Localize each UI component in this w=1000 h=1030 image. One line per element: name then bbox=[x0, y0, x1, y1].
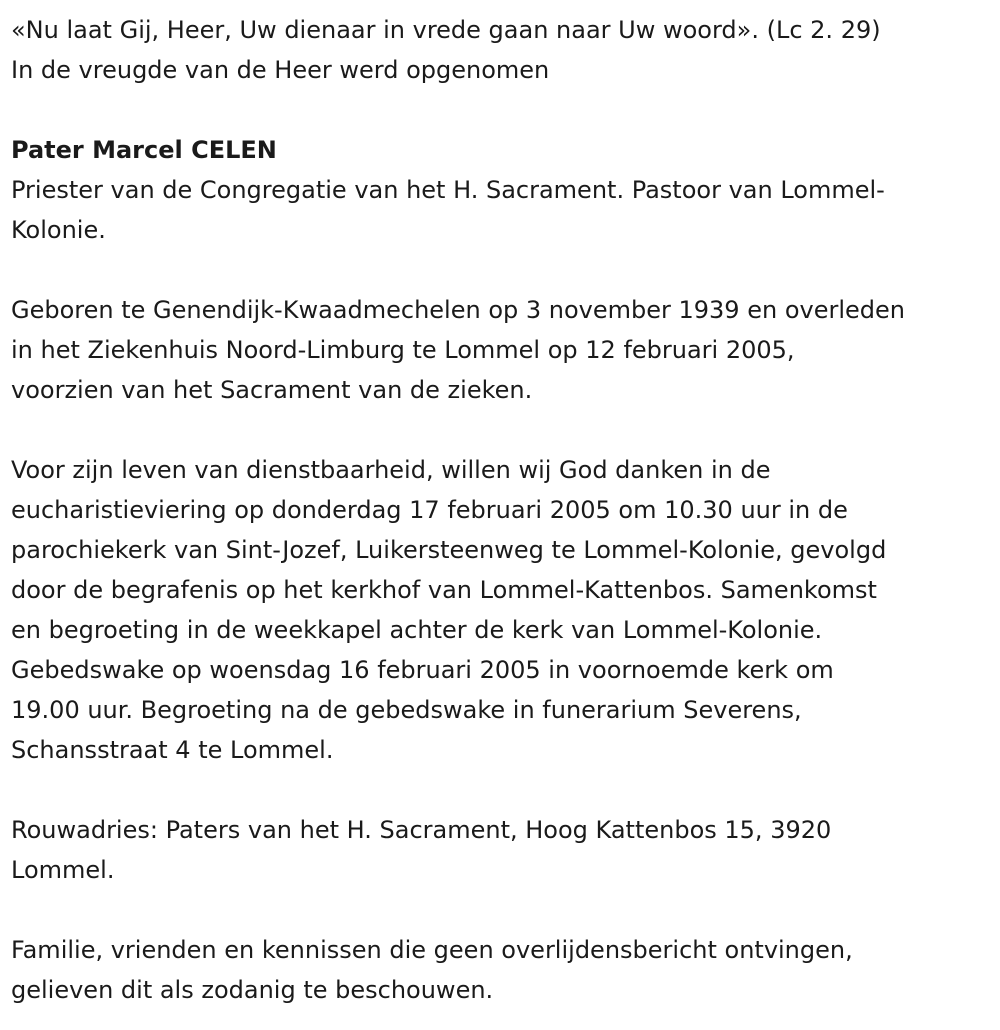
spacer bbox=[11, 770, 996, 810]
service-line: Voor zijn leven van dienstbaarheid, willen wij God danken in de bbox=[11, 456, 771, 484]
intro-line: In de vreugde van de Heer werd opgenomen bbox=[11, 56, 550, 84]
spacer bbox=[11, 90, 996, 130]
service-paragraph bbox=[11, 450, 996, 770]
service-line: parochiekerk van Sint-Jozef, Luikersteenweg te Lommel-Kolonie, gevolgd bbox=[11, 536, 887, 564]
birth-death-paragraph bbox=[11, 290, 996, 410]
closing-line: gelieven dit als zodanig te beschouwen. bbox=[11, 976, 494, 1004]
spacer bbox=[11, 890, 996, 930]
spacer bbox=[11, 250, 996, 290]
role-line: Priester van de Congregatie van het H. Sacrament. Pastoor van Lommel- bbox=[11, 176, 885, 204]
address-line: Lommel. bbox=[11, 856, 115, 884]
birth-death-line: voorzien van het Sacrament van de zieken. bbox=[11, 376, 533, 404]
role-paragraph bbox=[11, 170, 996, 250]
service-line: eucharistieviering op donderdag 17 februari 2005 om 10.30 uur in de bbox=[11, 496, 848, 524]
deceased-name: Pater Marcel CELEN bbox=[11, 136, 277, 164]
address-line: Rouwadries: Paters van het H. Sacrament, Hoog Kattenbos 15, 3920 bbox=[11, 816, 832, 844]
service-line: door de begrafenis op het kerkhof van Lommel-Kattenbos. Samenkomst bbox=[11, 576, 877, 604]
service-line: 19.00 uur. Begroeting na de gebedswake in funerarium Severens, bbox=[11, 696, 802, 724]
service-line: Schansstraat 4 te Lommel. bbox=[11, 736, 334, 764]
address-paragraph bbox=[11, 810, 996, 890]
spacer bbox=[11, 410, 996, 450]
bible-quote: «Nu laat Gij, Heer, Uw dienaar in vrede gaan naar Uw woord». (Lc 2. 29) bbox=[11, 16, 881, 44]
role-line: Kolonie. bbox=[11, 216, 106, 244]
closing-line: Familie, vrienden en kennissen die geen overlijdensbericht ontvingen, bbox=[11, 936, 853, 964]
closing-paragraph bbox=[11, 930, 996, 1010]
service-line: en begroeting in de weekkapel achter de kerk van Lommel-Kolonie. bbox=[11, 616, 823, 644]
obituary-notice bbox=[11, 10, 996, 1010]
birth-death-line: in het Ziekenhuis Noord-Limburg te Lommel op 12 februari 2005, bbox=[11, 336, 795, 364]
service-line: Gebedswake op woensdag 16 februari 2005 in voornoemde kerk om bbox=[11, 656, 834, 684]
birth-death-line: Geboren te Genendijk-Kwaadmechelen op 3 november 1939 en overleden bbox=[11, 296, 905, 324]
